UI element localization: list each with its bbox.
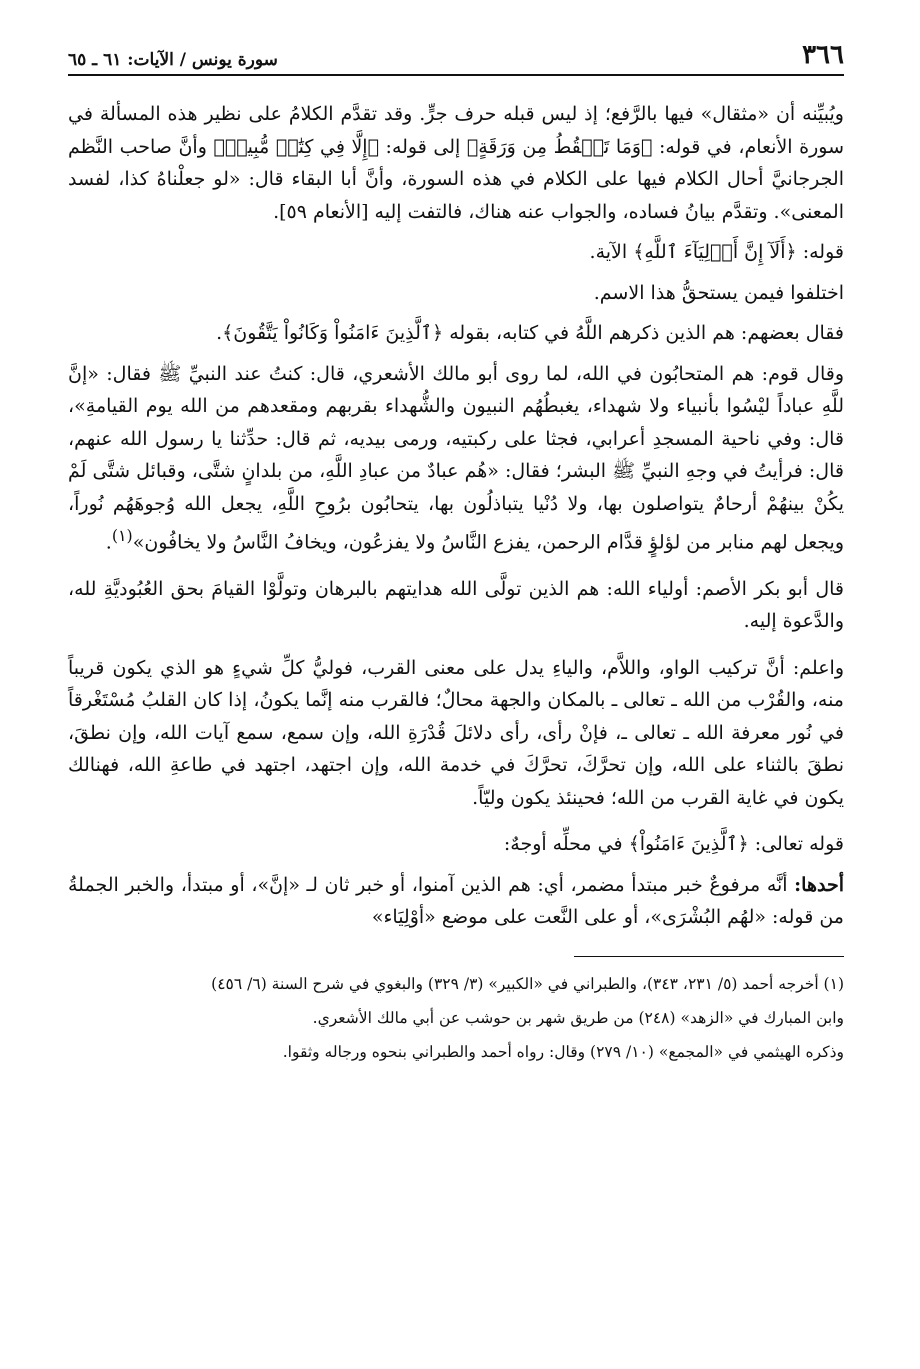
- paragraph: ويُبيِّنه أن «مثقال» فيها بالرَّفع؛ إذ ليس قبله حرف جرٍّ. وقد تقدَّم الكلامُ على نظير هذه المسألة في سورة الأنعام، في قوله: ﴿وَمَا تَسۡقُطُ مِن وَرَقَةٍ﴾ إلى قوله: ﴿إِلَّا فِي كِتَٰبٖ مُّبِينٖ﴾ وأنَّ صاحب النَّظم الجرجانيَّ أحال الكلام فيها على الكلام في هذه السورة، وأنَّ أبا البقاء قال: «لو جعلْناهُ كذا، لفسد المعنى». وتقدَّم بيانُ فساده، والجواب عنه هناك، فالتفت إليه [الأنعام ٥٩].: [68, 103, 844, 223]
- main-text: [68, 98, 844, 934]
- hadith-text: وقال قوم: هم المتحابُون في الله، لما روى أبو مالك الأشعري، قال: كنتُ عند النبيِّ ﷺ فقال: «إنَّ للَّهِ عباداً ليْسُوا بأنبياء ولا شهداء، يغبطُهُم النبيون والشُّهداء بقربهم ومقعدهم من الله يوم القيامةِ»، قال: وفي ناحية المسجدِ أعرابي، فجثا على ركبتيه، ورمى بيديه، ثم قال: حدِّثنا يا رسول الله عنهم، قال: فرأيتُ في وجهِ النبيِّ ﷺ البشر؛ فقال: «هُم عبادٌ من عبادِ اللَّهِ، من بلدانٍ شتَّى، وقبائل شتَّى لَمْ يكُنْ بينهُمْ أرحامٌ يتواصلون بها، ولا دُنْيا يتباذلُون بها، يتحابُون برُوحِ اللَّهِ، يجعل الله وُجوهَهُم نُوراً، ويجعل لهم منابر من لؤلؤٍ قدَّام الرحمن، يفزع النَّاسُ ولا يفزعُون، ويخافُ النَّاسُ ولا يخافُون»: [68, 362, 844, 554]
- paragraph: قوله: ﴿أَلَآ إِنَّ أَوۡلِيَآءَ ٱللَّهِ﴾ الآية.: [589, 241, 844, 263]
- paragraph: واعلم: أنَّ تركيب الواو، واللاَّم، والياءِ يدل على معنى القرب، فوليُّ كلِّ شيءٍ هو الذي يكون قريباً منه، والقُرْب من الله ـ تعالى ـ بالمكان والجهة محالٌ؛ فالقرب منه إنَّما يكونُ، إذا كان القلبُ مُسْتَغْرقاً في نُور معرفة الله ـ تعالى ـ، فإنْ رأى، رأى دلائلَ قُدْرَةِ الله، وإن سمع، سمع آيات الله، وإن نطقَ، نطقَ بالثناء على الله، وإن تحرَّكَ، تحرَّكَ في خدمة الله، وإن اجتهد، اجتهد في طاعةِ الله، فهنالك يكون في غاية القرب من الله؛ فحينئذ يكون وليّاً.: [68, 656, 844, 809]
- footnote-separator: [574, 956, 844, 957]
- page-number: ٣٦٦: [802, 40, 844, 70]
- footnote-ref: (١): [111, 526, 133, 545]
- footnote-line: (١) أخرجه أحمد (٥/ ٢٣١، ٣٤٣)، والطبراني في «الكبير» (٣/ ٣٢٩) والبغوي في شرح السنة (٦/ ٤٥٦): [211, 974, 844, 993]
- footnote-line: وذكره الهيثمي في «المجمع» (١٠/ ٢٧٩) وقال: رواه أحمد والطبراني بنحوه ورجاله وثقوا.: [282, 1042, 844, 1061]
- footnotes: [68, 969, 844, 1067]
- paragraph: قال أبو بكر الأصم: أولياء الله: هم الذين تولَّى الله هدايتهم بالبرهان وتولَّوْا القيامَ بحق العُبُوديَّةِ لله، والدَّعوة إليه.: [68, 577, 844, 633]
- paragraph: اختلفوا فيمن يستحقُّ هذا الاسم.: [593, 281, 844, 304]
- page-header: [68, 30, 844, 76]
- paragraph-text: أنَّه مرفوعٌ خبر مبتدأ مضمر، أي: هم الذين آمنوا، أو خبر ثان لـ «إنَّ»، أو مبتدأ، والخبر الجملةُ من قوله: «لهُم البُشْرَى»، أو على النَّعت على موضع «أوْلِيَاء»: [68, 873, 844, 929]
- paragraph: [68, 358, 844, 559]
- book-page: [68, 30, 844, 1350]
- running-title: سورة يونس / الآيات: ٦١ ـ ٦٥: [68, 50, 278, 70]
- section-lead: أحدها:: [794, 873, 844, 896]
- paragraph: [68, 869, 844, 934]
- footnote-line: وابن المبارك في «الزهد» (٢٤٨) من طريق شهر بن حوشب عن أبي مالك الأشعري.: [312, 1008, 844, 1027]
- paragraph: قوله تعالى: ﴿ٱلَّذِينَ ءَامَنُواْ﴾ في محلِّه أوجهٌ:: [503, 833, 844, 856]
- punctuation: .: [105, 531, 112, 554]
- paragraph: فقال بعضهم: هم الذين ذكرهم اللَّهُ في كتابه، بقوله ﴿ٱلَّذِينَ ءَامَنُواْ وَكَانُواْ يَتَّقُونَ﴾.: [216, 322, 844, 344]
